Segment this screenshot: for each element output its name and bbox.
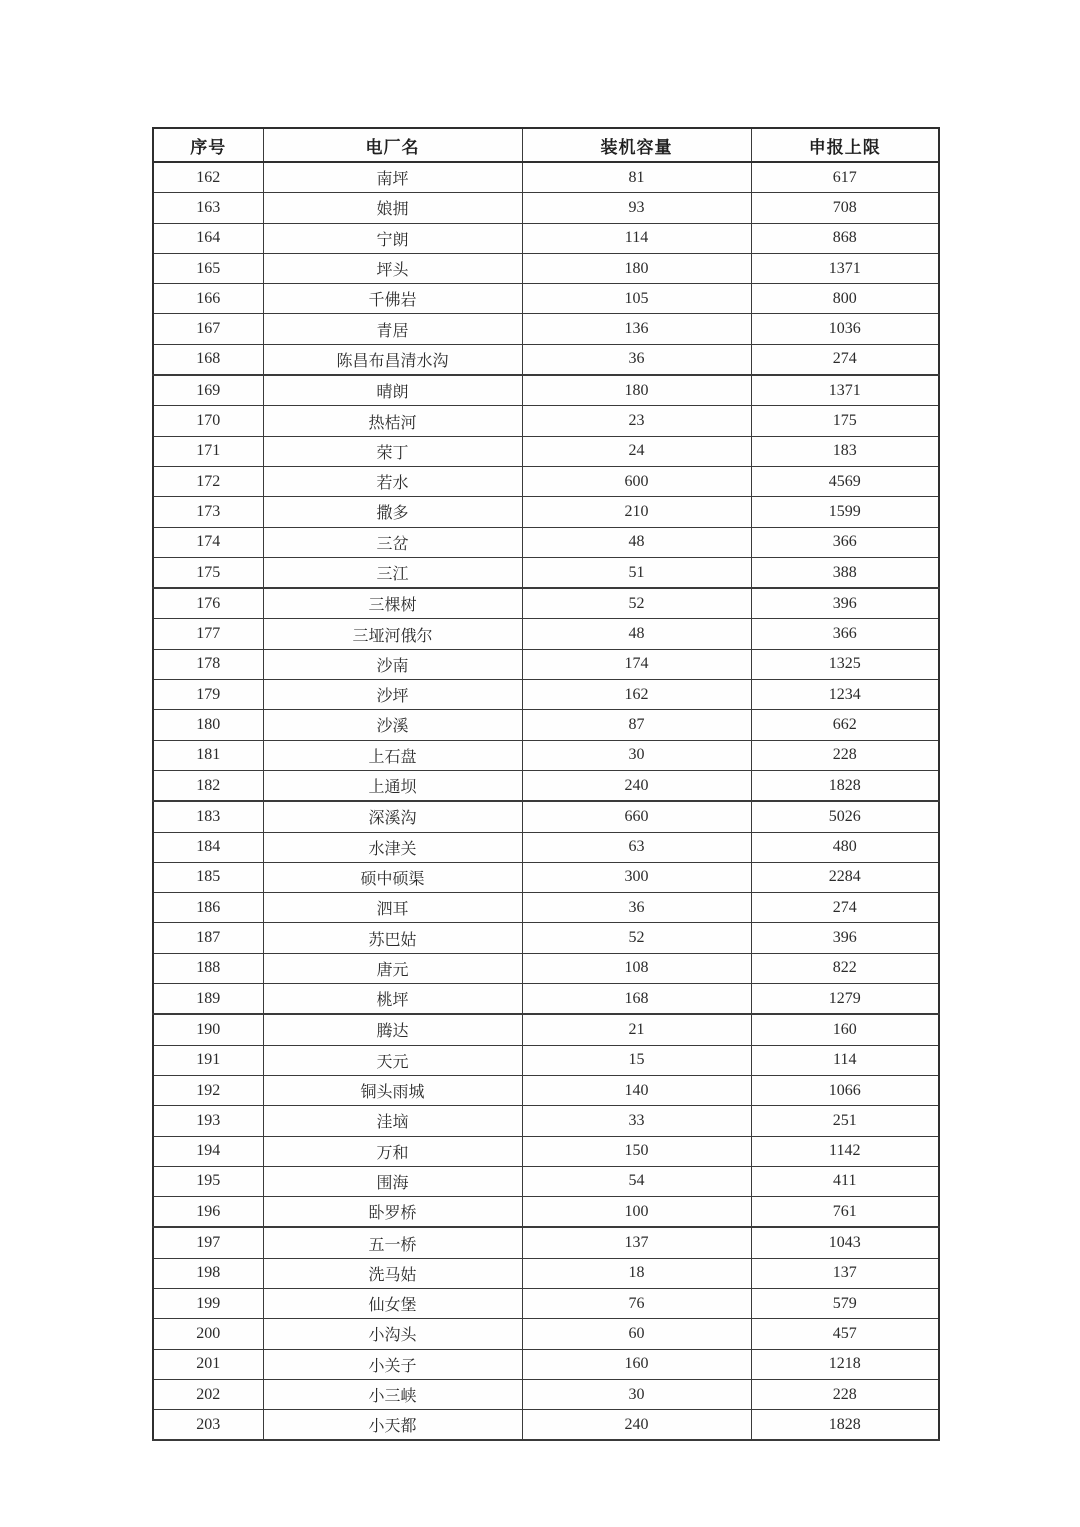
table-row [153,953,939,983]
capacity-cell: 600 [522,466,751,496]
serial-cell: 200 [153,1319,263,1349]
serial-cell: 193 [153,1106,263,1136]
table-header [153,128,939,162]
table-row [153,740,939,770]
limit-cell: 228 [751,1379,939,1409]
table-row [153,984,939,1015]
serial-cell: 186 [153,893,263,923]
serial-cell: 187 [153,923,263,953]
table-row [153,1075,939,1105]
column-header-capacity: 装机容量 [522,128,751,162]
serial-cell: 173 [153,497,263,527]
table-row [153,406,939,436]
plant-name-cell: 三棵树 [263,588,522,619]
plant-name-cell: 洼垴 [263,1106,522,1136]
table-row [153,1227,939,1258]
limit-cell: 396 [751,588,939,619]
table-row [153,162,939,193]
capacity-cell: 87 [522,710,751,740]
table-header-row [153,128,939,162]
power-plant-table [152,127,940,1441]
limit-cell: 274 [751,893,939,923]
plant-name-cell: 三岔 [263,527,522,557]
limit-cell: 617 [751,162,939,193]
capacity-cell: 24 [522,436,751,466]
serial-cell: 177 [153,619,263,649]
serial-cell: 166 [153,284,263,314]
capacity-cell: 100 [522,1197,751,1228]
limit-cell: 1371 [751,253,939,283]
table-row [153,344,939,375]
table-row [153,557,939,588]
serial-cell: 164 [153,223,263,253]
serial-cell: 197 [153,1227,263,1258]
serial-cell: 179 [153,680,263,710]
capacity-cell: 93 [522,193,751,223]
serial-cell: 175 [153,557,263,588]
serial-cell: 182 [153,770,263,801]
limit-cell: 1828 [751,1410,939,1441]
plant-name-cell: 娘拥 [263,193,522,223]
plant-name-cell: 水津关 [263,832,522,862]
table-row [153,497,939,527]
limit-cell: 1599 [751,497,939,527]
table-row [153,253,939,283]
plant-name-cell: 围海 [263,1166,522,1196]
plant-name-cell: 万和 [263,1136,522,1166]
plant-name-cell: 上石盘 [263,740,522,770]
capacity-cell: 180 [522,375,751,406]
limit-cell: 868 [751,223,939,253]
plant-name-cell: 青居 [263,314,522,344]
plant-name-cell: 桃坪 [263,984,522,1015]
table-row [153,770,939,801]
plant-name-cell: 铜头雨城 [263,1075,522,1105]
capacity-cell: 160 [522,1349,751,1379]
table-row [153,1045,939,1075]
limit-cell: 5026 [751,801,939,832]
serial-cell: 185 [153,862,263,892]
serial-cell: 189 [153,984,263,1015]
table-row [153,649,939,679]
capacity-cell: 36 [522,344,751,375]
plant-name-cell: 三江 [263,557,522,588]
capacity-cell: 150 [522,1136,751,1166]
table-row [153,1410,939,1441]
table-row [153,193,939,223]
plant-name-cell: 晴朗 [263,375,522,406]
column-header-serial: 序号 [153,128,263,162]
serial-cell: 195 [153,1166,263,1196]
plant-name-cell: 五一桥 [263,1227,522,1258]
capacity-cell: 51 [522,557,751,588]
table-row [153,375,939,406]
plant-name-cell: 腾达 [263,1014,522,1045]
capacity-cell: 136 [522,314,751,344]
limit-cell: 388 [751,557,939,588]
table-row [153,893,939,923]
plant-name-cell: 热桔河 [263,406,522,436]
table-row [153,466,939,496]
table-row [153,223,939,253]
limit-cell: 274 [751,344,939,375]
limit-cell: 1325 [751,649,939,679]
capacity-cell: 210 [522,497,751,527]
serial-cell: 198 [153,1258,263,1288]
table-row [153,1258,939,1288]
table-row [153,1288,939,1318]
serial-cell: 188 [153,953,263,983]
capacity-cell: 140 [522,1075,751,1105]
limit-cell: 822 [751,953,939,983]
plant-name-cell: 小沟头 [263,1319,522,1349]
serial-cell: 190 [153,1014,263,1045]
table-row [153,314,939,344]
limit-cell: 1043 [751,1227,939,1258]
capacity-cell: 52 [522,588,751,619]
limit-cell: 160 [751,1014,939,1045]
plant-name-cell: 唐元 [263,953,522,983]
limit-cell: 183 [751,436,939,466]
table-row [153,710,939,740]
serial-cell: 184 [153,832,263,862]
capacity-cell: 48 [522,619,751,649]
serial-cell: 192 [153,1075,263,1105]
table-row [153,1136,939,1166]
limit-cell: 251 [751,1106,939,1136]
plant-name-cell: 小天都 [263,1410,522,1441]
plant-name-cell: 坪头 [263,253,522,283]
limit-cell: 114 [751,1045,939,1075]
plant-name-cell: 上通坝 [263,770,522,801]
serial-cell: 167 [153,314,263,344]
serial-cell: 201 [153,1349,263,1379]
serial-cell: 196 [153,1197,263,1228]
capacity-cell: 174 [522,649,751,679]
serial-cell: 171 [153,436,263,466]
plant-name-cell: 小三峡 [263,1379,522,1409]
table-row [153,680,939,710]
serial-cell: 172 [153,466,263,496]
limit-cell: 366 [751,527,939,557]
capacity-cell: 18 [522,1258,751,1288]
limit-cell: 761 [751,1197,939,1228]
limit-cell: 366 [751,619,939,649]
limit-cell: 1142 [751,1136,939,1166]
plant-name-cell: 小关子 [263,1349,522,1379]
serial-cell: 162 [153,162,263,193]
capacity-cell: 137 [522,1227,751,1258]
limit-cell: 1279 [751,984,939,1015]
serial-cell: 174 [153,527,263,557]
table-row [153,862,939,892]
capacity-cell: 108 [522,953,751,983]
serial-cell: 169 [153,375,263,406]
plant-name-cell: 沙南 [263,649,522,679]
limit-cell: 708 [751,193,939,223]
column-header-limit: 申报上限 [751,128,939,162]
serial-cell: 163 [153,193,263,223]
capacity-cell: 54 [522,1166,751,1196]
serial-cell: 176 [153,588,263,619]
plant-name-cell: 泗耳 [263,893,522,923]
capacity-cell: 76 [522,1288,751,1318]
table-row [153,619,939,649]
capacity-cell: 168 [522,984,751,1015]
capacity-cell: 21 [522,1014,751,1045]
capacity-cell: 240 [522,1410,751,1441]
serial-cell: 202 [153,1379,263,1409]
serial-cell: 168 [153,344,263,375]
plant-name-cell: 宁朗 [263,223,522,253]
serial-cell: 180 [153,710,263,740]
column-header-plant-name: 电厂名 [263,128,522,162]
serial-cell: 199 [153,1288,263,1318]
plant-name-cell: 苏巴姑 [263,923,522,953]
serial-cell: 165 [153,253,263,283]
plant-name-cell: 陈昌布昌清水沟 [263,344,522,375]
limit-cell: 2284 [751,862,939,892]
serial-cell: 178 [153,649,263,679]
capacity-cell: 162 [522,680,751,710]
table-row [153,284,939,314]
table-row [153,1379,939,1409]
capacity-cell: 30 [522,1379,751,1409]
table-row [153,436,939,466]
limit-cell: 1234 [751,680,939,710]
limit-cell: 1066 [751,1075,939,1105]
plant-name-cell: 千佛岩 [263,284,522,314]
serial-cell: 194 [153,1136,263,1166]
plant-name-cell: 南坪 [263,162,522,193]
limit-cell: 137 [751,1258,939,1288]
plant-name-cell: 仙女堡 [263,1288,522,1318]
limit-cell: 175 [751,406,939,436]
plant-name-cell: 硕中硕渠 [263,862,522,892]
table-row [153,832,939,862]
capacity-cell: 48 [522,527,751,557]
plant-name-cell: 荣丁 [263,436,522,466]
table-row [153,1014,939,1045]
table-row [153,588,939,619]
serial-cell: 183 [153,801,263,832]
capacity-cell: 36 [522,893,751,923]
limit-cell: 480 [751,832,939,862]
serial-cell: 191 [153,1045,263,1075]
limit-cell: 662 [751,710,939,740]
table-row [153,1197,939,1228]
plant-name-cell: 深溪沟 [263,801,522,832]
table-row [153,1166,939,1196]
limit-cell: 457 [751,1319,939,1349]
plant-name-cell: 沙溪 [263,710,522,740]
plant-name-cell: 卧罗桥 [263,1197,522,1228]
limit-cell: 1371 [751,375,939,406]
capacity-cell: 105 [522,284,751,314]
capacity-cell: 60 [522,1319,751,1349]
capacity-cell: 30 [522,740,751,770]
limit-cell: 1036 [751,314,939,344]
limit-cell: 396 [751,923,939,953]
plant-name-cell: 三垭河俄尔 [263,619,522,649]
capacity-cell: 81 [522,162,751,193]
limit-cell: 1218 [751,1349,939,1379]
plant-name-cell: 沙坪 [263,680,522,710]
capacity-cell: 180 [522,253,751,283]
serial-cell: 170 [153,406,263,436]
capacity-cell: 300 [522,862,751,892]
limit-cell: 4569 [751,466,939,496]
plant-name-cell: 若水 [263,466,522,496]
plant-name-cell: 洗马姑 [263,1258,522,1288]
serial-cell: 181 [153,740,263,770]
plant-name-cell: 撒多 [263,497,522,527]
table-row [153,923,939,953]
capacity-cell: 114 [522,223,751,253]
serial-cell: 203 [153,1410,263,1441]
table-row [153,527,939,557]
capacity-cell: 15 [522,1045,751,1075]
capacity-cell: 660 [522,801,751,832]
plant-name-cell: 天元 [263,1045,522,1075]
table-body [153,162,939,1440]
table-row [153,1319,939,1349]
capacity-cell: 63 [522,832,751,862]
limit-cell: 228 [751,740,939,770]
limit-cell: 1828 [751,770,939,801]
capacity-cell: 240 [522,770,751,801]
table-row [153,1349,939,1379]
limit-cell: 579 [751,1288,939,1318]
limit-cell: 800 [751,284,939,314]
table-row [153,801,939,832]
table-row [153,1106,939,1136]
limit-cell: 411 [751,1166,939,1196]
capacity-cell: 52 [522,923,751,953]
capacity-cell: 23 [522,406,751,436]
capacity-cell: 33 [522,1106,751,1136]
